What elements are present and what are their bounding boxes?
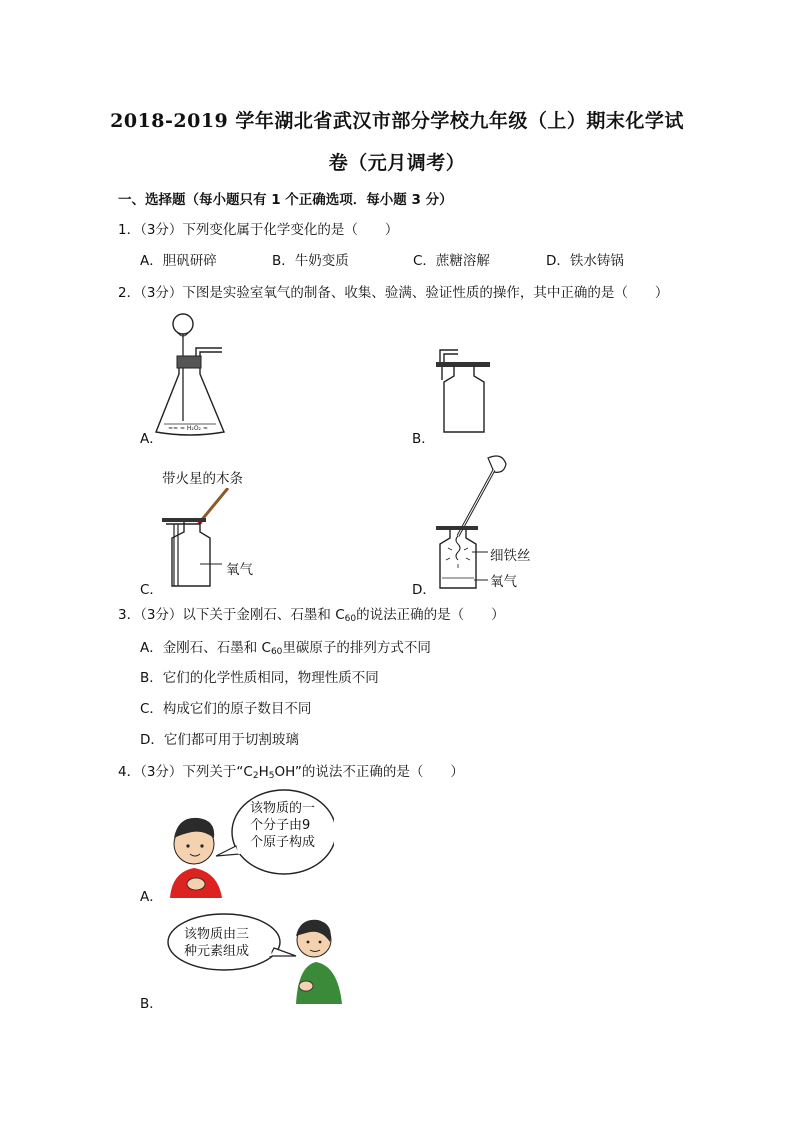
question-1-option-c: C．蔗糖溶解	[413, 253, 490, 269]
question-2-option-a-label: A．	[140, 431, 163, 447]
question-1-option-a: A．胆矾研碎	[140, 253, 217, 269]
exam-title-line2: 卷（元月调考）	[328, 152, 466, 174]
gas-collection-bottle-figure	[432, 346, 492, 436]
question-2-option-d-label: D．	[412, 582, 436, 598]
question-2-option-c-label: C．	[140, 582, 163, 598]
question-1-option-b: B．牛奶变质	[272, 253, 349, 269]
question-4-option-a-label: A．	[140, 889, 163, 905]
question-3-stem: 3．（3分）以下关于金刚石、石墨和 $C_{60}$的说法正确的是（ ）	[118, 607, 505, 624]
question-2-option-b-label: B．	[412, 431, 435, 447]
question-3-option-b: B．它们的化学性质相同，物理性质不同	[140, 670, 379, 686]
question-1-stem: 1．（3分）下列变化属于化学变化的是（ ）	[118, 222, 399, 238]
iron-wire-label: 细铁丝	[490, 548, 531, 564]
question-3-option-d: D．它们都可用于切割玻璃	[140, 732, 299, 748]
svg-text:≈≈ ≈ H₂O₂ ≈: ≈≈ ≈ H₂O₂ ≈	[168, 425, 208, 432]
section-heading: 一、选择题（每小题只有 1 个正确选项．每小题 3 分）	[118, 192, 453, 208]
oxygen-label-d: 氧气	[490, 574, 517, 590]
question-4-stem: 4．（3分）下列关于“$C_2H_5OH$”的说法不正确的是（ ）	[118, 764, 464, 781]
speech-bubble-b-text: 该物质由三 种元素组成	[184, 927, 250, 959]
question-2-stem: 2．（3分）下图是实验室氧气的制备、收集、验满、验证性质的操作，其中正确的是（ ）	[118, 285, 669, 301]
question-4-option-b-label: B．	[140, 996, 163, 1012]
speech-bubble-a-text: 该物质的一 个分子由9 个原子构成	[250, 801, 316, 850]
question-3-option-c: C．构成它们的原子数目不同	[140, 701, 312, 717]
question-1-option-d: D．铁水铸锅	[546, 253, 624, 269]
oxygen-generation-apparatus-figure	[150, 308, 240, 440]
question-3-option-a: A．金刚石、石墨和 $C_{60}$里碳原子的排列方式不同	[140, 640, 431, 657]
glowing-splint-label: 带火星的木条	[162, 471, 243, 487]
exam-title-line1: 2018-2019 学年湖北省武汉市部分学校九年级（上）期末化学试	[110, 110, 684, 132]
oxygen-label-c: 氧气	[226, 562, 253, 578]
